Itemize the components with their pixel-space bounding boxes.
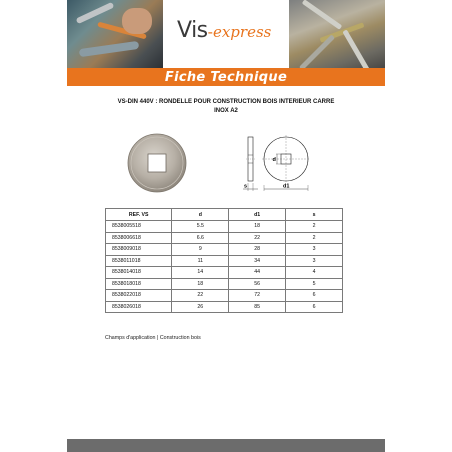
washer-image <box>128 134 186 192</box>
cell-s: 2 <box>286 232 343 244</box>
cell-d1: 34 <box>229 255 286 267</box>
product-title-line2: INOX A2 <box>214 108 238 114</box>
cell-d: 26 <box>172 301 229 313</box>
usage-line <box>105 335 201 341</box>
dim-label-s: s <box>244 183 248 190</box>
cell-s: 6 <box>286 290 343 302</box>
logo-main-text: Vis <box>177 18 208 43</box>
cell-d: 18 <box>172 278 229 290</box>
table-row <box>106 290 343 302</box>
cell-ref: 8538005518 <box>106 221 172 233</box>
cell-s: 3 <box>286 255 343 267</box>
logo-dash: - <box>207 24 213 41</box>
header-banner <box>67 0 385 68</box>
specs-table <box>105 208 343 313</box>
cell-ref: 8538022018 <box>106 290 172 302</box>
cell-d1: 56 <box>229 278 286 290</box>
document-page <box>67 0 385 452</box>
dim-label-d1: d1 <box>283 183 290 190</box>
cell-d: 11 <box>172 255 229 267</box>
cell-s: 2 <box>286 221 343 233</box>
cell-ref: 8538026018 <box>106 301 172 313</box>
cell-ref: 8538014018 <box>106 267 172 279</box>
cell-ref: 8538009018 <box>106 244 172 256</box>
cell-s: 6 <box>286 301 343 313</box>
cell-d1: 44 <box>229 267 286 279</box>
table-header-row <box>106 209 343 221</box>
column-header-s: s <box>286 209 343 221</box>
table-row <box>106 255 343 267</box>
table-row <box>106 278 343 290</box>
cell-d1: 28 <box>229 244 286 256</box>
logo-sub-text: express <box>212 23 272 41</box>
tools-photo <box>67 0 163 68</box>
washer-technical-drawing <box>119 133 319 195</box>
cell-d: 6.6 <box>172 232 229 244</box>
footer-bar <box>67 439 385 452</box>
cell-d: 22 <box>172 290 229 302</box>
table-row <box>106 244 343 256</box>
dim-label-d: d <box>272 157 276 163</box>
cell-d: 9 <box>172 244 229 256</box>
usage-label: Champs d'application <box>105 335 156 341</box>
usage-value: Construction bois <box>159 335 201 341</box>
cell-d1: 85 <box>229 301 286 313</box>
cell-d: 14 <box>172 267 229 279</box>
table-row <box>106 232 343 244</box>
cell-s: 4 <box>286 267 343 279</box>
cell-s: 5 <box>286 278 343 290</box>
cell-d1: 72 <box>229 290 286 302</box>
usage-separator: | <box>155 335 160 341</box>
section-title: Fiche Technique <box>164 69 288 85</box>
table-row <box>106 267 343 279</box>
cell-d: 5.5 <box>172 221 229 233</box>
washer-side-view <box>246 137 256 181</box>
screws-photo <box>289 0 385 68</box>
column-header-ref: REF. VS <box>106 209 172 221</box>
cell-d1: 22 <box>229 232 286 244</box>
cell-d1: 18 <box>229 221 286 233</box>
brand-logo <box>177 18 287 48</box>
table-row <box>106 221 343 233</box>
cell-ref: 8538018018 <box>106 278 172 290</box>
column-header-d1: d1 <box>229 209 286 221</box>
cell-ref: 8538006618 <box>106 232 172 244</box>
product-title-line1: VS-DIN 440V : RONDELLE POUR CONSTRUCTION BOIS INTERIEUR CARRE <box>117 99 335 105</box>
table-row <box>106 301 343 313</box>
product-title <box>87 98 365 116</box>
cell-ref: 8538011018 <box>106 255 172 267</box>
cell-s: 3 <box>286 244 343 256</box>
section-title-bar <box>67 68 385 86</box>
column-header-d: d <box>172 209 229 221</box>
